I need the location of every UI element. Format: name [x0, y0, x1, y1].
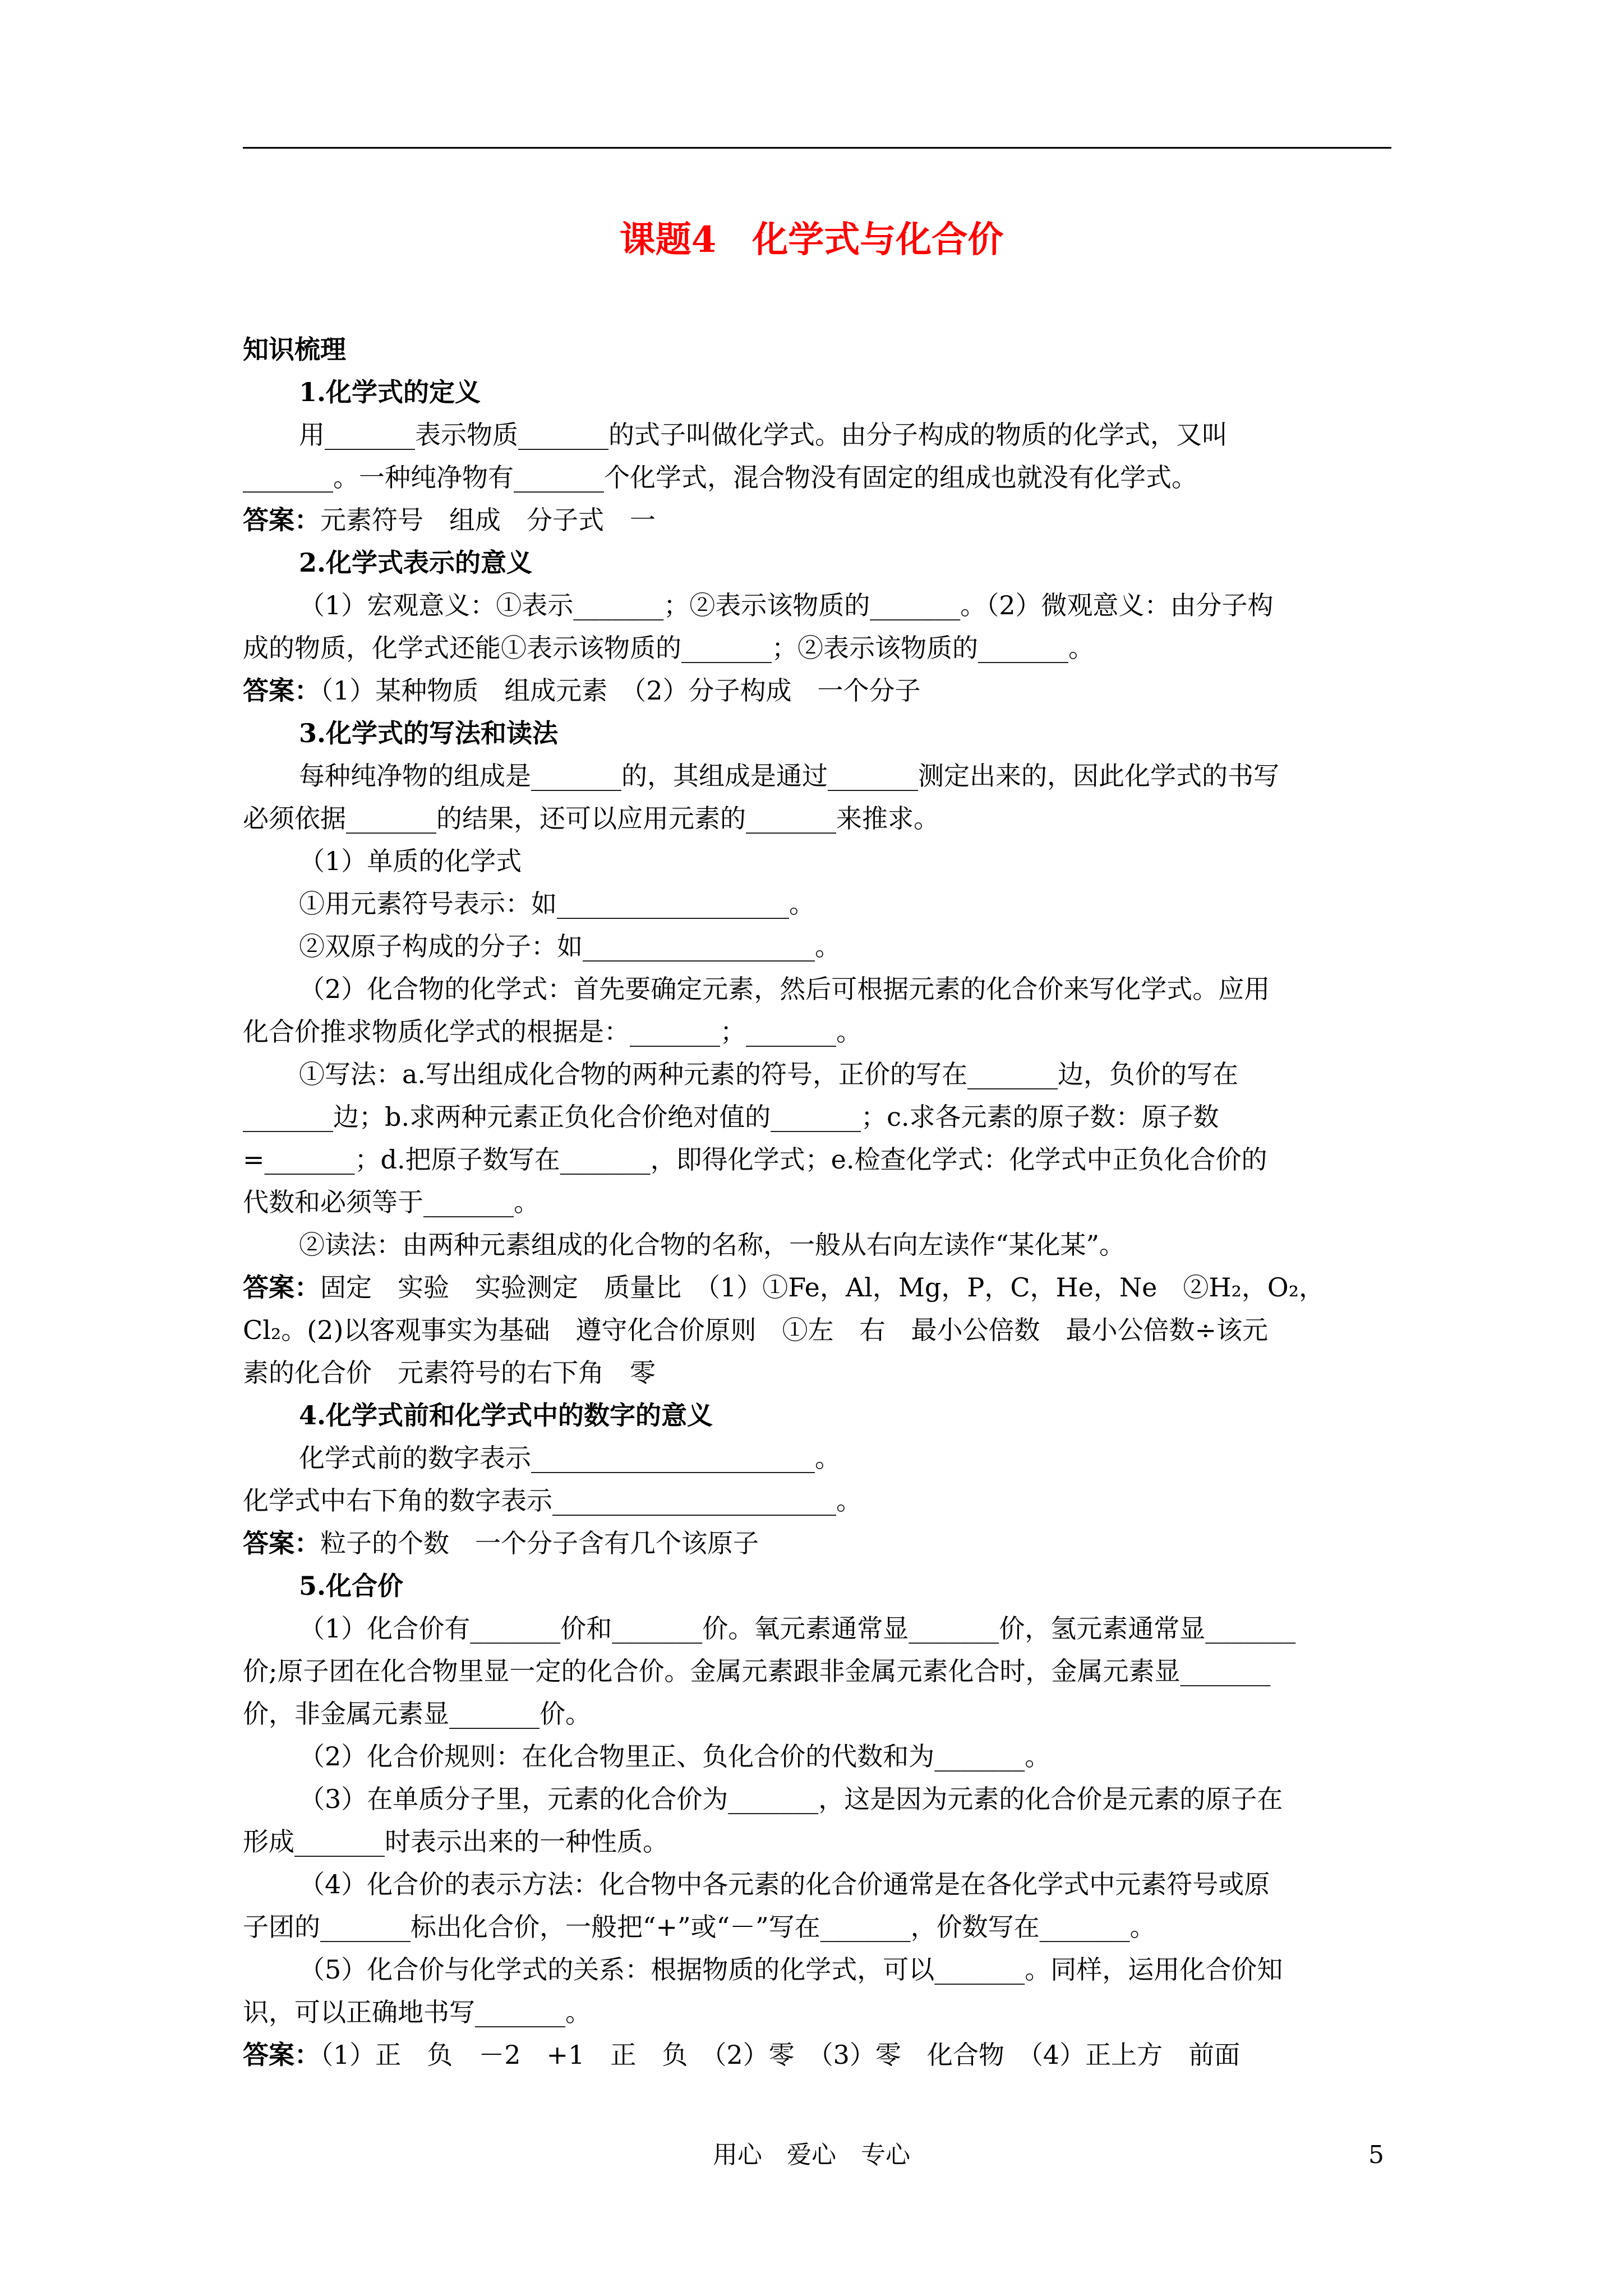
section-heading — [243, 541, 1393, 584]
line-text: （3）在单质分子里，元素的化合价为_______，这是因为元素的化合价是元素的原子在 — [299, 1784, 1283, 1814]
section-heading — [243, 371, 1393, 413]
line-text: _______。一种纯净物有_______个化学式，混合物没有固定的组成也就没有化学式。 — [243, 462, 1197, 493]
line-text: 识，可以正确地书写_______。 — [243, 1997, 591, 2027]
text-line — [243, 1223, 1393, 1266]
section-heading — [243, 712, 1393, 754]
line-text: ②双原子构成的分子：如__________________。 — [299, 931, 841, 961]
line-text: 3.化学式的写法和读法 — [299, 718, 559, 748]
text-line — [243, 1479, 1393, 1522]
text-line — [243, 840, 1393, 882]
line-text: 价;原子团在化合物里显一定的化合价。金属元素跟非金属元素化合时，金属元素显_______ — [243, 1656, 1271, 1686]
line-text: （1）某种物质 组成元素 （2）分子构成 一个分子 — [320, 675, 921, 706]
line-text: 固定 实验 实验测定 质量比 （1）①Fe，Al，Mg，P，C，He，Ne ②H₂，O₂， — [320, 1272, 1325, 1303]
line-text: 知识梳理 — [243, 334, 346, 365]
text-line — [243, 1863, 1393, 1906]
text-line — [243, 1351, 1393, 1394]
text-line — [243, 1181, 1393, 1223]
line-text: 子团的_______标出化合价，一般把“+”或“－”写在_______，价数写在_______。 — [243, 1912, 1156, 1942]
text-line — [243, 1692, 1393, 1735]
text-line — [243, 1138, 1393, 1181]
answer-line — [243, 669, 1393, 712]
text-line — [243, 456, 1393, 499]
text-line — [243, 1650, 1393, 1692]
line-text: （5）化合价与化学式的关系：根据物质的化学式，可以_______。同样，运用化合价知 — [299, 1954, 1283, 1985]
text-line — [243, 627, 1393, 669]
line-text: （2）化合物的化学式：首先要确定元素，然后可根据元素的化合价来写化学式。应用 — [299, 974, 1270, 1004]
text-line — [243, 925, 1393, 968]
section-heading — [243, 1394, 1393, 1437]
text-line — [243, 968, 1393, 1010]
line-text: （1）化合价有_______价和_______价。氧元素通常显_______价，氢元素通常显_______ — [299, 1613, 1296, 1644]
answer-label: 答案： — [243, 675, 320, 706]
text-line — [243, 328, 1393, 371]
answer-line — [243, 1522, 1393, 1565]
text-line — [243, 1991, 1393, 2033]
line-text: =_______；d.把原子数写在_______，即得化学式；e.检查化学式：化学式中正负化合价的 — [243, 1144, 1267, 1175]
answer-line — [243, 499, 1393, 541]
line-text: 化合价推求物质化学式的根据是：_______；_______。 — [243, 1016, 862, 1047]
answer-label: 答案： — [243, 505, 320, 535]
text-line — [243, 1309, 1393, 1351]
line-text: _______边；b.求两种元素正负化合价绝对值的_______；c.求各元素的原子数：原子数 — [243, 1102, 1219, 1132]
text-line — [243, 1735, 1393, 1778]
line-text: ①写法：a.写出组成化合物的两种元素的符号，正价的写在_______边，负价的写在 — [299, 1059, 1239, 1089]
text-line — [243, 754, 1393, 797]
line-text: 用_______表示物质_______的式子叫做化学式。由分子构成的物质的化学式，又叫 — [299, 420, 1228, 450]
line-text: Cl₂。(2)以客观事实为基础 遵守化合价原则 ①左 右 最小公倍数 最小公倍数÷该元 — [243, 1315, 1269, 1345]
line-text: 每种纯净物的组成是_______的，其组成是通过_______测定出来的，因此化学式的书写 — [299, 761, 1279, 791]
line-text: （4）化合价的表示方法：化合物中各元素的化合价通常是在各化学式中元素符号或原 — [299, 1869, 1270, 1899]
text-line — [243, 1010, 1393, 1053]
document-body — [243, 328, 1393, 2076]
text-line — [243, 1607, 1393, 1650]
text-line — [243, 1820, 1393, 1863]
line-text: 粒子的个数 一个分子含有几个该原子 — [320, 1528, 759, 1558]
line-text: 5.化合价 — [299, 1571, 404, 1601]
line-text: 1.化学式的定义 — [299, 377, 481, 407]
answer-label: 答案： — [243, 2040, 320, 2070]
line-text: ①用元素符号表示：如__________________。 — [299, 889, 815, 919]
line-text: 素的化合价 元素符号的右下角 零 — [243, 1358, 656, 1388]
text-line — [243, 1906, 1393, 1948]
text-line — [243, 1778, 1393, 1820]
line-text: 2.化学式表示的意义 — [299, 547, 533, 578]
line-text: 价，非金属元素显_______价。 — [243, 1699, 591, 1729]
line-text: 4.化学式前和化学式中的数字的意义 — [299, 1400, 713, 1430]
line-text: 元素符号 组成 分子式 一 — [320, 505, 656, 535]
text-line — [243, 1096, 1393, 1138]
line-text: 必须依据_______的结果，还可以应用元素的_______来推求。 — [243, 803, 939, 834]
line-text: 化学式中右下角的数字表示______________________。 — [243, 1485, 862, 1516]
line-text: （1）宏观意义：①表示_______；②表示该物质的_______。（2）微观意义：由分子构 — [299, 590, 1274, 620]
answer-line — [243, 1266, 1393, 1309]
section-heading — [243, 1565, 1393, 1607]
text-line — [243, 1053, 1393, 1096]
answer-line — [243, 2033, 1393, 2076]
line-text: 化学式前的数字表示______________________。 — [299, 1443, 841, 1473]
line-text: ②读法：由两种元素组成的化合物的名称，一般从右向左读作“某化某”。 — [299, 1230, 1126, 1260]
text-line — [243, 1437, 1393, 1479]
line-text: （1）正 负 －2 +1 正 负 （2）零 （3）零 化合物 （4）正上方 前面 — [320, 2040, 1241, 2070]
text-line — [243, 413, 1393, 456]
text-line — [243, 797, 1393, 840]
answer-label: 答案： — [243, 1528, 320, 1558]
page-number: 5 — [1368, 2141, 1384, 2169]
text-line — [243, 1948, 1393, 1991]
line-text: 形成_______时表示出来的一种性质。 — [243, 1826, 668, 1857]
text-line — [243, 882, 1393, 925]
line-text: 成的物质，化学式还能①表示该物质的_______；②表示该物质的_______。 — [243, 633, 1094, 663]
line-text: （1）单质的化学式 — [299, 846, 522, 876]
answer-label: 答案： — [243, 1272, 320, 1303]
line-text: （2）化合价规则：在化合物里正、负化合价的代数和为_______。 — [299, 1741, 1051, 1772]
header-rule — [243, 147, 1391, 149]
line-text: 代数和必须等于_______。 — [243, 1187, 540, 1217]
page-title: 课题4 化学式与化合价 — [619, 219, 1004, 261]
text-line — [243, 584, 1393, 627]
footer-motto: 用心 爱心 专心 — [713, 2141, 910, 2169]
